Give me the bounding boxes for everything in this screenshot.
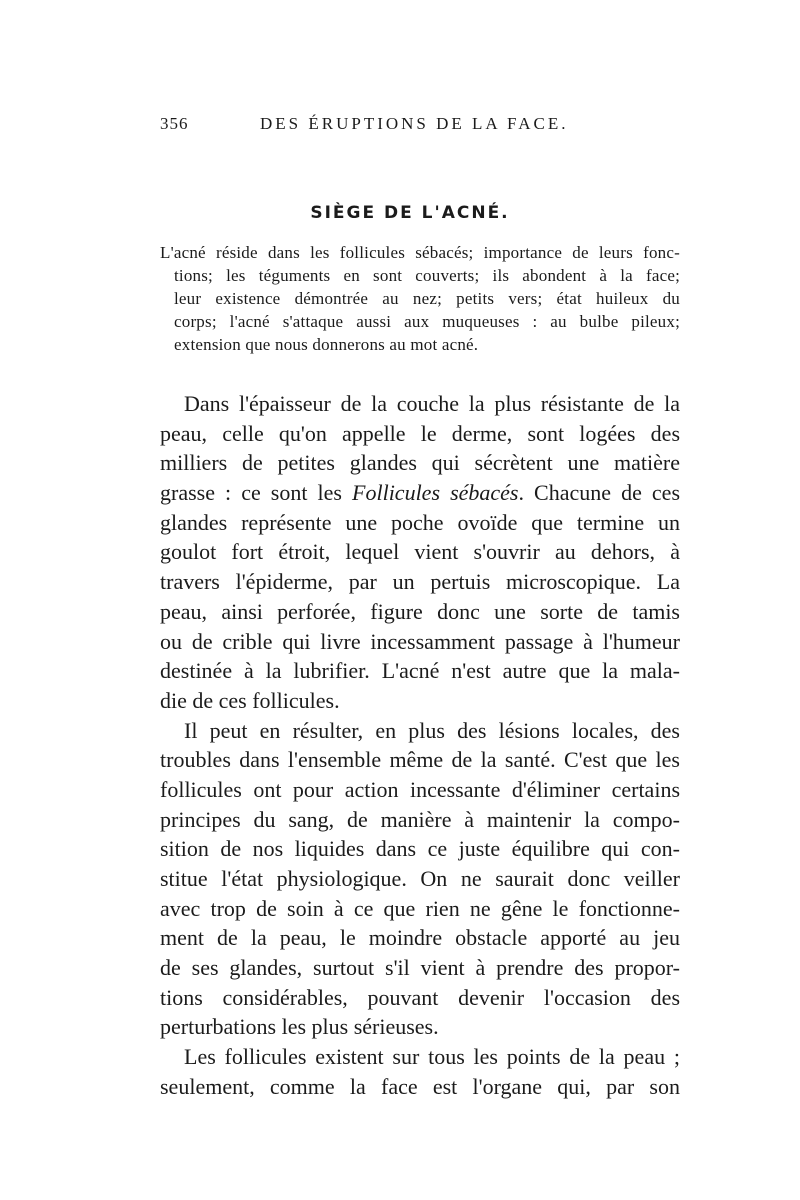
body-line: follicules ont pour action incessante d'éliminer certains [160, 776, 680, 802]
body-line: ment de la peau, le moindre obstacle apporté au jeu [160, 925, 680, 951]
summary-line: extension que nous donnerons au mot acné. [174, 335, 479, 354]
body-line-start: grasse : ce sont les [160, 480, 353, 506]
body-line: avec trop de soin à ce que rien ne gêne le fonctionne- [160, 895, 680, 921]
running-title: DES ÉRUPTIONS DE LA FACE. [260, 114, 569, 133]
body-line: glandes représente une poche ovoïde que termine un [160, 509, 680, 535]
summary-line: corps; l'acné s'attaque aussi aux muqueuses : au bulbe pileux; [174, 312, 680, 331]
body-line: milliers de petites glandes qui sécrètent une matière [160, 450, 680, 476]
body-line: stitue l'état physiologique. On ne saurait donc veiller [160, 866, 680, 891]
body-line: seulement, comme la face est l'organe qui, par son [160, 1073, 680, 1099]
body-line: Il peut en résulter, en plus des lésions locales, des [184, 717, 680, 743]
body-line: peau, celle qu'on appelle le derme, sont logées des [160, 420, 680, 446]
body-line: die de ces follicules. [160, 687, 340, 713]
body-line: troubles dans l'ensemble même de la santé. C'est que les [160, 747, 680, 773]
body-line: peau, ainsi perforée, figure donc une sorte de tamis [160, 598, 680, 624]
body-line: tions considérables, pouvant devenir l'occasion des [160, 984, 680, 1010]
body-line: ou de crible qui livre incessamment passage à l'humeur [160, 628, 680, 654]
body-line: goulot fort étroit, lequel vient s'ouvrir au dehors, à [160, 539, 680, 565]
body-text [160, 389, 680, 1102]
body-line: Dans l'épaisseur de la couche la plus résistante de la [184, 391, 680, 416]
body-line: travers l'épiderme, par un pertuis microscopique. La [160, 569, 680, 595]
running-head [160, 114, 680, 138]
summary-line: tions; les téguments en sont couverts; ils abondent à la face; [174, 266, 680, 285]
italic-term: Follicules sébacés [352, 480, 519, 506]
body-line: de ses glandes, surtout s'il vient à prendre des propor- [160, 955, 680, 981]
summary-line: L'acné réside dans les follicules sébacés; importance de leurs fonc- [160, 243, 680, 262]
page-number: 356 [160, 114, 189, 133]
summary-line: leur existence démontrée au nez; petits vers; état huileux du [174, 289, 680, 308]
body-line: principes du sang, de manière à maintenir la compo- [160, 806, 680, 832]
chapter-summary [160, 241, 680, 356]
body-line: Les follicules existent sur tous les points de la peau ; [184, 1044, 680, 1070]
body-line: perturbations les plus sérieuses. [160, 1014, 439, 1040]
body-line: destinée à la lubrifier. L'acné n'est autre que la mala- [160, 658, 680, 684]
body-line-end: . Chacune de ces [518, 480, 681, 506]
section-heading: SIÈGE DE L'ACNÉ. [310, 203, 510, 223]
body-line [160, 478, 680, 508]
body-line: sition de nos liquides dans ce juste équilibre qui con- [160, 836, 680, 862]
